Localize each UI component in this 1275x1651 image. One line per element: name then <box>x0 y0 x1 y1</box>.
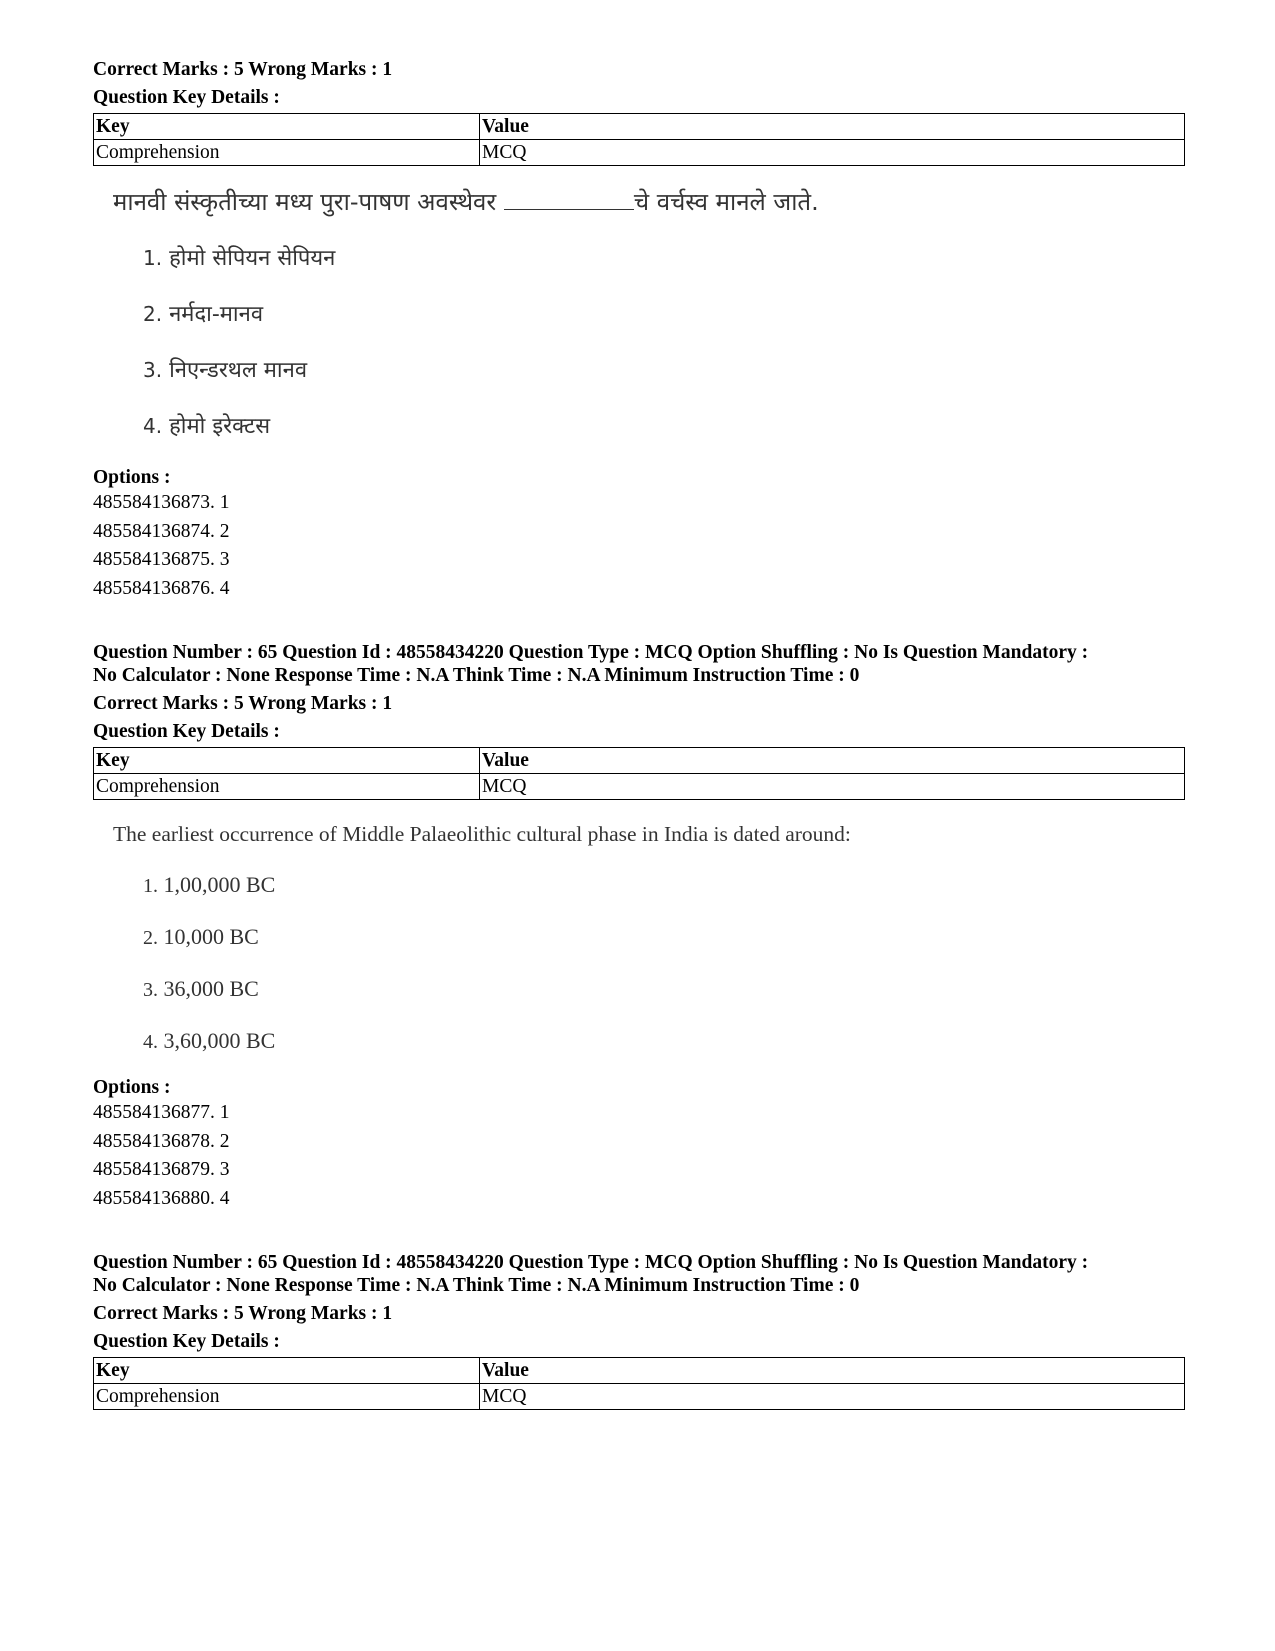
choice-text: 1,00,000 BC <box>163 872 276 897</box>
choice-number: 4. <box>143 1031 158 1053</box>
options-label: Options : <box>93 1077 171 1098</box>
table-cell-key: Comprehension <box>94 1384 480 1410</box>
table-row <box>94 140 1185 166</box>
option-id: 485584136874. 2 <box>93 520 230 542</box>
marks-line: Correct Marks : 5 Wrong Marks : 1 <box>93 1303 393 1324</box>
choice-item <box>143 242 1185 272</box>
choice-item <box>143 354 1185 384</box>
table-header-key: Key <box>94 1358 480 1384</box>
choice-text: 3,60,000 BC <box>163 1028 276 1053</box>
table-cell-key: Comprehension <box>94 774 480 800</box>
question-text-after: चे वर्चस्व मानले जाते. <box>633 188 819 216</box>
question-text-before: मानवी संस्कृतीच्या मध्य पुरा-पाषण अवस्थेवर <box>113 188 497 216</box>
choice-item <box>143 976 1185 1002</box>
choice-number: 3. <box>143 979 158 1001</box>
table-header-row <box>94 114 1185 140</box>
table-cell-value: MCQ <box>480 774 1185 800</box>
choice-number: 1. <box>143 875 158 897</box>
question-text <box>113 188 1185 216</box>
option-id: 485584136880. 4 <box>93 1187 230 1209</box>
question-block-1 <box>93 58 1185 603</box>
question-image <box>113 188 1185 440</box>
marks-line: Correct Marks : 5 Wrong Marks : 1 <box>93 59 393 80</box>
table-header-row <box>94 748 1185 774</box>
table-header-key: Key <box>94 114 480 140</box>
choice-number: 2. <box>143 927 158 949</box>
question-block-2 <box>93 641 1185 1213</box>
table-row <box>94 1384 1185 1410</box>
options-label: Options : <box>93 467 171 488</box>
option-id: 485584136873. 1 <box>93 492 230 513</box>
table-header-value: Value <box>480 114 1185 140</box>
marks-line: Correct Marks : 5 Wrong Marks : 1 <box>93 693 393 714</box>
question-block-3 <box>93 1251 1185 1410</box>
question-header-line2: No Calculator : None Response Time : N.A Think Time : N.A Minimum Instruction Time : 0 <box>93 665 860 686</box>
choice-text: निएन्डरथल मानव <box>169 358 308 383</box>
choice-number: 4. <box>143 414 163 438</box>
option-id: 485584136877. 1 <box>93 1102 230 1123</box>
question-image <box>113 820 1185 1054</box>
answer-blank <box>504 189 634 210</box>
choice-text: होमो इरेक्टस <box>169 414 271 439</box>
table-cell-key: Comprehension <box>94 140 480 166</box>
choice-text: होमो सेपियन सेपियन <box>169 246 336 271</box>
question-text: The earliest occurrence of Middle Palaeolithic cultural phase in India is dated around: <box>113 822 851 846</box>
option-id: 485584136876. 4 <box>93 577 230 599</box>
choice-text: 36,000 BC <box>163 976 259 1001</box>
key-details-table <box>93 747 1185 800</box>
key-details-label: Question Key Details : <box>93 1331 280 1352</box>
table-header-value: Value <box>480 1358 1185 1384</box>
key-details-label: Question Key Details : <box>93 87 280 108</box>
choice-item <box>143 410 1185 440</box>
choice-text: 10,000 BC <box>163 924 259 949</box>
key-details-table <box>93 1357 1185 1410</box>
table-header-row <box>94 1358 1185 1384</box>
option-id: 485584136878. 2 <box>93 1130 230 1152</box>
document-page <box>93 58 1185 1410</box>
choice-item <box>143 924 1185 950</box>
table-cell-value: MCQ <box>480 140 1185 166</box>
option-id: 485584136875. 3 <box>93 549 230 570</box>
choice-number: 2. <box>143 302 163 326</box>
key-details-label: Question Key Details : <box>93 721 280 742</box>
question-header-line1: Question Number : 65 Question Id : 48558434220 Question Type : MCQ Option Shuffling : No Is Question Mandatory : <box>93 642 1089 663</box>
key-details-table <box>93 113 1185 166</box>
table-header-value: Value <box>480 748 1185 774</box>
choice-item <box>143 1028 1185 1054</box>
table-row <box>94 774 1185 800</box>
choice-text: नर्मदा-मानव <box>169 302 264 327</box>
table-cell-value: MCQ <box>480 1384 1185 1410</box>
table-header-key: Key <box>94 748 480 774</box>
choice-number: 3. <box>143 358 163 382</box>
choice-number: 1. <box>143 246 163 270</box>
question-header-line2: No Calculator : None Response Time : N.A Think Time : N.A Minimum Instruction Time : 0 <box>93 1275 860 1296</box>
choice-item <box>143 872 1185 898</box>
option-id: 485584136879. 3 <box>93 1159 230 1180</box>
question-header-line1: Question Number : 65 Question Id : 48558434220 Question Type : MCQ Option Shuffling : No Is Question Mandatory : <box>93 1252 1089 1273</box>
choice-item <box>143 298 1185 328</box>
